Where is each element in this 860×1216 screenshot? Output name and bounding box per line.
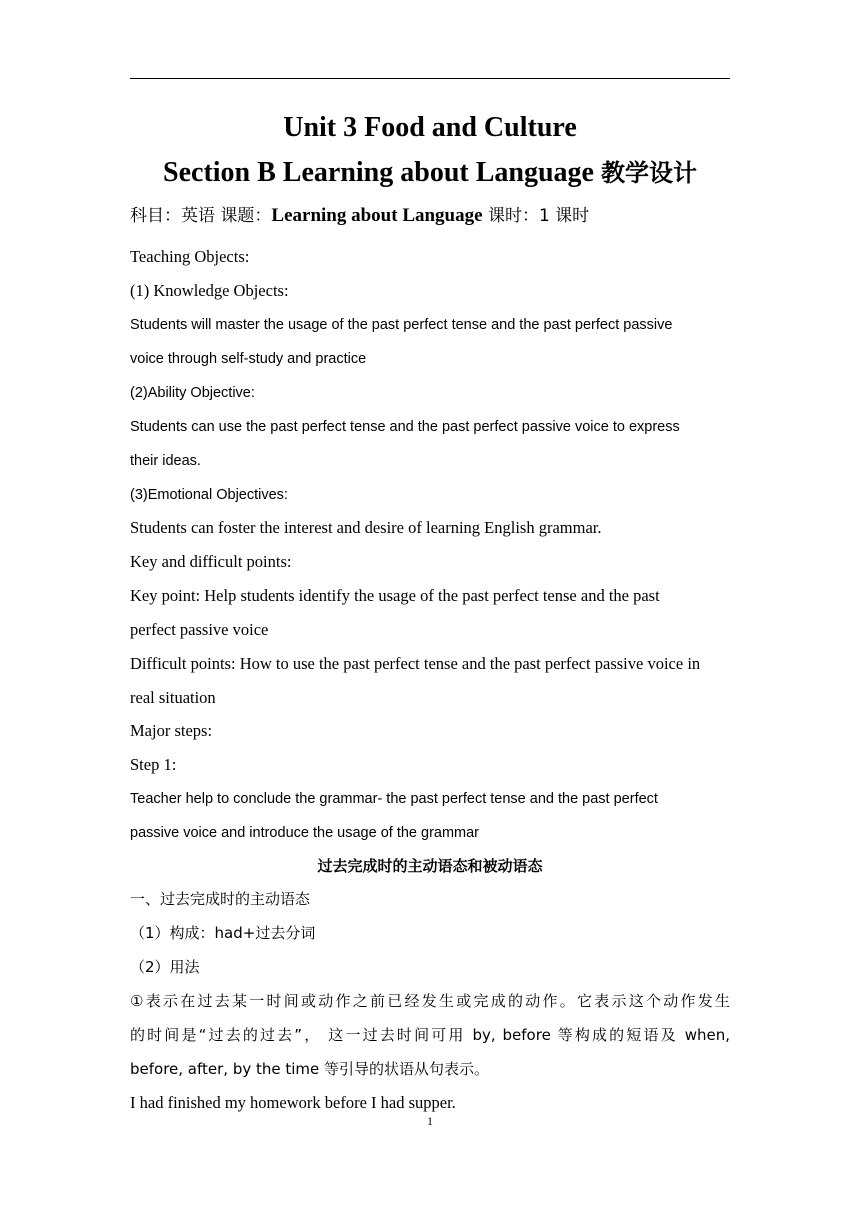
body-line: Teacher help to conclude the grammar- the past perfect tense and the past perfect [130,791,658,807]
body-line: 的时间是“过去的过去”， 这一过去时间可用 by, before 等构成的短语及 when, [130,1026,730,1044]
body-line: Teaching Objects: [130,247,250,266]
body-line: Major steps: [130,721,213,740]
body-line: ①表示在过去某一时间或动作之前已经发生或完成的动作。它表示这个动作发生 [130,992,730,1010]
document-subtitle [130,156,730,190]
section-heading: 过去完成时的主动语态和被动语态 [317,857,543,875]
body-line: Difficult points: How to use the past perfect tense and the past perfect passive voice in [130,654,701,673]
lesson-meta [130,202,589,230]
header-rule [130,78,730,79]
subtitle-chinese: 教学设计 [600,159,697,187]
subtitle-english: Section B Learning about Language [163,157,601,188]
body-line: (1) Knowledge Objects: [130,281,289,300]
meta-period: 课时：1 课时 [482,206,590,226]
body-line: (3)Emotional Objectives: [130,487,288,503]
body-line: 一、过去完成时的主动语态 [130,890,311,908]
body-line: real situation [130,688,216,707]
meta-topic: Learning about Language [271,205,483,226]
meta-subject: 科目：英语 课题： [130,206,272,226]
document-title: Unit 3 Food and Culture [283,112,577,143]
body-line: Step 1: [130,755,177,774]
body-line: (2)Ability Objective: [130,385,255,401]
page-number: 1 [427,1114,433,1128]
body-line: Students can foster the interest and desire of learning English grammar. [130,518,602,537]
body-line: I had finished my homework before I had supper. [130,1093,456,1112]
body-line: Key and difficult points: [130,552,292,571]
body-line: their ideas. [130,453,201,469]
body-line: （2）用法 [130,958,200,976]
body-line: perfect passive voice [130,620,269,639]
body-line: Students can use the past perfect tense and the past perfect passive voice to express [130,419,680,435]
body-line: （1）构成：had+过去分词 [130,924,316,942]
body-line: before, after, by the time 等引导的状语从句表示。 [130,1060,490,1078]
body-line: Students will master the usage of the past perfect tense and the past perfect passive [130,317,673,333]
body-line: passive voice and introduce the usage of the grammar [130,825,480,841]
body-line: Key point: Help students identify the usage of the past perfect tense and the past [130,586,660,605]
body-line: voice through self-study and practice [130,351,367,367]
